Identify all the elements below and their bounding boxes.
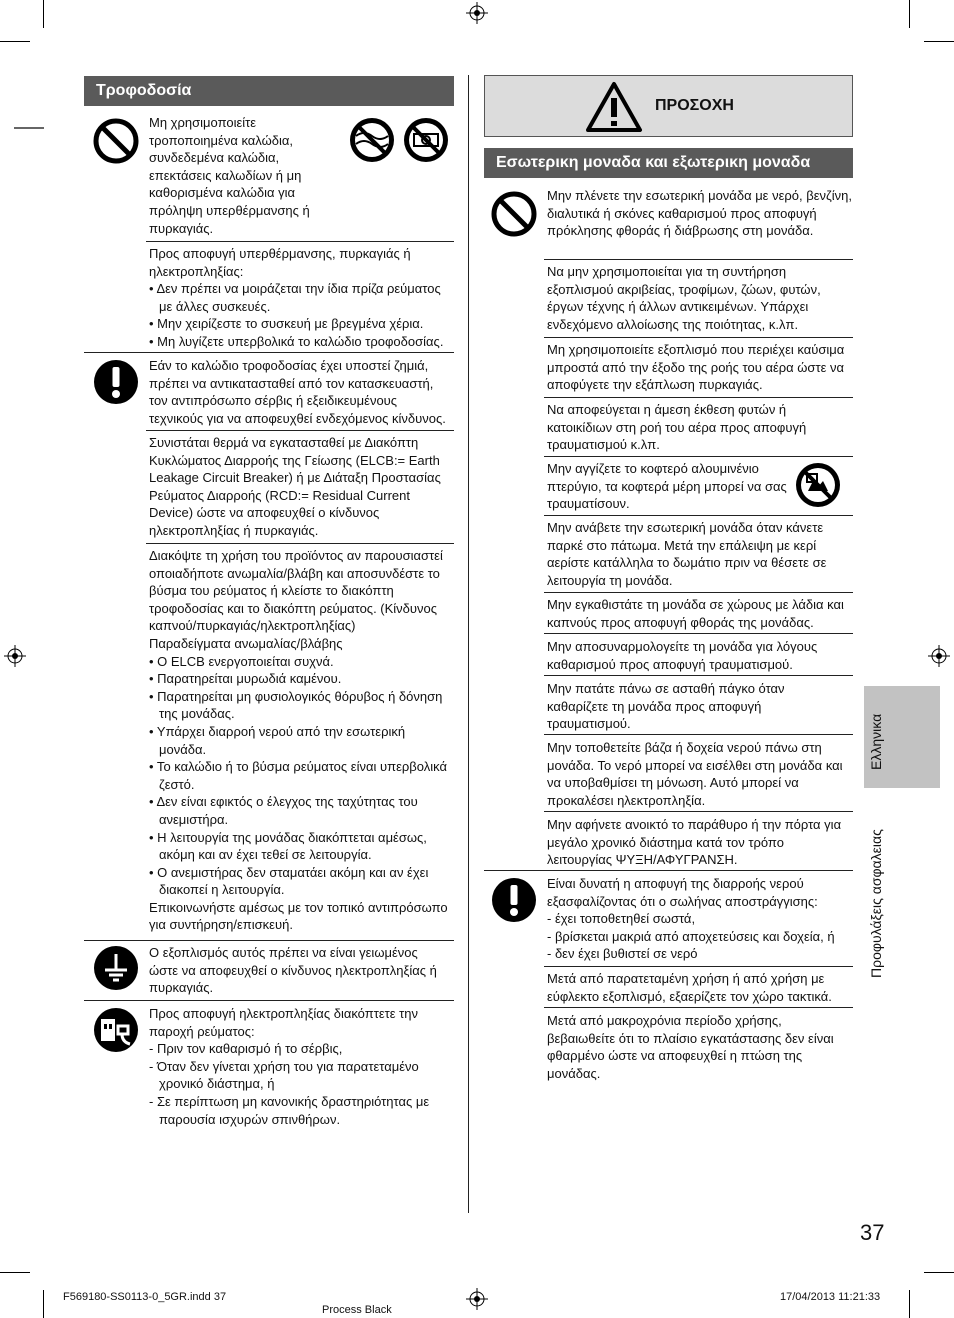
mandatory-icon — [490, 876, 538, 924]
block-abnormality: Διακόψτε τη χρήση του προϊόντος αν παρουσιαστεί οποιαδήποτε ανωμαλία/βλάβη και αποσυνδέστε το βύσμα του ρεύματος ή κλείστε το διακόπτη τροφοδοσίας και το διακόπτη ρεύματος. (Κίνδυνος καπνού/πυρκαγιάς/ηλεκτροπληξίας) Παραδείγματα ανωμαλίας/βλάβης • Ο ELCB ενεργοποιείται συχνά. • Παρατηρείται μυρωδιά καμένου. • Παρατηρείται μη φυσιολογικός θόρυβος ή δόνηση της μονάδας. • Υπάρχει διαρροή νερού από την εσωτερική μονάδα. • Το καλώδιο ή το βύσμα ρεύματος είναι υπερβολικά ζεστό. • Δεν είναι εφικτός ο έλεγχος της ταχύτητας του ανεμιστήρα. • Η λειτουργία της μονάδας διακόπτεται αμέσως, ακόμη και αν έχει τεθεί σε λειτουργία. • Ο ανεμιστήρας δεν σταματάει ακόμη και αν έχει διακοπεί η λειτουργία. Επικοινωνήστε αμέσως με τον τοπικό αντιπρόσωπο για συντήρηση/επισκευή. — [149, 548, 448, 933]
block-ventilate: Μετά από παρατεταμένη χρήση ή από χρήση με εύφλεκτο εξοπλισμό, εξαερίζετε τον χώρο τακτικά. — [547, 971, 832, 1004]
crop-mark — [0, 1272, 30, 1273]
block-unstable-bench: Μην πατάτε πάνω σε ασταθή πάγκο όταν καθαρίζετε τη μονάδα προς αποφυγή τραυματισμού. — [547, 681, 785, 732]
crop-mark — [924, 1272, 954, 1273]
registration-mark-icon — [466, 1288, 488, 1310]
prohibited-icon — [490, 190, 538, 238]
unplug-icon — [92, 1006, 140, 1054]
section-heading-power: Τροφοδοσία — [84, 76, 454, 106]
registration-mark-icon — [928, 645, 950, 667]
registration-mark-icon — [466, 2, 488, 24]
ground-icon — [92, 944, 140, 992]
block-elcb: Συνιστάται θερμά να εγκατασταθεί με Διακόπτη Κυκλώματος Διαρροής της Γείωσης (ELCB:= Earth Leakage Circuit Breaker) ή με Διάταξη Προστασίας Ρεύματος Διαρροής (RCD:= Residual Current Device) ώστε να αποφευχθεί ο κίνδυνος ηλεκτροπληξίας ή πυρκαγιάς. — [149, 435, 441, 538]
crop-mark — [43, 0, 44, 28]
column-divider — [468, 75, 469, 1213]
crop-mark — [909, 0, 910, 28]
mandatory-icon — [92, 358, 140, 406]
block-no-disassemble: Μην αποσυναρμολογείτε τη μονάδα για λόγους καθαρισμού προς αποφυγή τραυματισμού. — [547, 639, 818, 672]
crop-mark — [43, 1290, 44, 1318]
page-number: 37 — [860, 1220, 885, 1245]
section-side-label: Προφυλάξεις ασφαλειας — [868, 829, 884, 978]
footer-file: F569180-SS0113-0_5GR.indd 37 — [63, 1291, 227, 1303]
block-window-open: Μην αφήνετε ανοικτό το παράθυρο ή την πόρτα για μεγάλο χρονικό διάστημα κατά τον τρόπο λειτουργίας ΨΥΞΗ/ΑΦΥΓΡΑΝΣΗ. — [547, 817, 842, 868]
no-extension-cable-icon — [348, 116, 396, 164]
block-disconnect-power: Προς αποφυγή ηλεκτροπληξίας διακόπτετε την παροχή ρεύματος: - Πριν τον καθαρισμό ή το σέρβις, - Όταν δεν γίνεται χρήση του για παρατεταμένο χρονικό διάστημα, ή - Σε περίπτωση μη κανονικής δραστηριότητας με παρουσία ισχυρών σπινθήρων. — [149, 1006, 430, 1127]
no-bundled-cable-icon — [402, 116, 450, 164]
crop-mark — [0, 41, 30, 42]
section-heading-units: Εσωτερικη μοναδα και εξωτερικη μοναδα — [484, 148, 853, 178]
block-combustion: Μη χρησιμοποιείτε εξοπλισμό που περιέχει καύσιμα μπροστά από την έξοδο της ροής του αέρα ώστε να αποφύγετε την εξάπλωση πυρκαγιάς. — [547, 342, 845, 393]
crop-mark — [909, 1290, 910, 1318]
block-precision-use: Να μην χρησιμοποιείται για τη συντήρηση εξοπλισμού ακριβείας, τροφίμων, ζώων, φυτών, έργων τέχνης ή άλλων αντικειμένων. Υπάρχει ενδεχόμενο αλλοίωσης της ποιότητας, κ.λπ. — [547, 264, 821, 332]
block-modified-cables: Μη χρησιμοποιείτε τροποποιημένα καλώδια, συνδεδεμένα καλώδια, επεκτάσεις καλωδίων ή μη καθορισμένα καλώδια για πρόληψη υπερθέρμανσης ή πυρκαγιάς. — [149, 115, 310, 236]
prohibited-icon — [92, 117, 140, 165]
caution-label: ΠΡΟΣΟΧΗ — [655, 97, 734, 114]
margin-mark — [14, 127, 44, 129]
footer-date: 17/04/2013 11:21:33 — [780, 1291, 881, 1303]
block-install-frame: Μετά από μακροχρόνια περίοδο χρήσης, βεβαιωθείτε ότι το πλαίσιο εγκατάστασης δεν είναι φθαρμένο ώστε να αποφευχθεί η πτώση της μονάδας. — [547, 1013, 834, 1081]
language-label: Ελληνικα — [868, 713, 884, 770]
block-grounding: Ο εξοπλισμός αυτός πρέπει να είναι γειωμένος ώστε να αποφευχθεί ο κίνδυνος ηλεκτροπληξίας ή πυρκαγιάς. — [149, 945, 437, 996]
block-overheating: Προς αποφυγή υπερθέρμανσης, πυρκαγιάς ή ηλεκτροπληξίας: • Δεν πρέπει να μοιράζεται την ίδια πρίζα ρεύματος με άλλες συσκευές. • Μην χειρίζεστε το συσκευή με βρεγμένα χέρια. • Μη λυγίζετε υπερβολικά το καλώδιο τροφοδοσίας. — [149, 246, 444, 349]
crop-mark — [924, 41, 954, 42]
caution-box — [484, 75, 853, 137]
block-plants-pets: Να αποφεύγεται η άμεση έκθεση φυτών ή κατοικίδιων στη ροή του αέρα προς αποφυγή τραυματισμού κ.λπ. — [547, 402, 807, 453]
no-touch-fin-icon — [794, 461, 842, 509]
block-floor-wax: Μην ανάβετε την εσωτερική μονάδα όταν κάνετε παρκέ στο πάτωμα. Μετά την επάλειψη με κερί αερίστε κατάλληλα το δωμάτιο πριν να θέσετε σε λειτουργία τη μονάδα. — [547, 520, 827, 588]
block-water-vases: Μην τοποθετείτε βάζα ή δοχεία νερού πάνω στη μονάδα. Το νερό μπορεί να εισέλθει στη μονάδα και να υποβαθμίσει τη μόνωση. Αυτό μπορεί να προκαλέσει ηλεκτροπληξία. — [547, 740, 843, 808]
block-no-washing: Μην πλένετε την εσωτερική μονάδα με νερό, βενζίνη, διαλυτικά ή σκόνες καθαρισμού προς αποφυγή πρόκλησης φθοράς ή διάβρωσης στη μονάδα. — [547, 188, 852, 239]
block-damaged-cord: Εάν το καλώδιο τροφοδοσίας έχει υποστεί ζημιά, πρέπει να αντικατασταθεί από τον κατασκευαστή, τον αντιπρόσωπο σέρβις ή εξειδικευμένους τεχνικούς για να αποφευχθεί ενδεχόμενος κίνδυνος. — [149, 358, 446, 426]
block-sharp-fin: Μην αγγίζετε το κοφτερό αλουμινένιο πτερύγιο, τα κοφτερά μέρη μπορεί να σας τραυματίσουν. — [547, 461, 787, 512]
registration-mark-icon — [4, 645, 26, 667]
footer-color: Process Black — [322, 1304, 392, 1316]
block-oily-places: Μην εγκαθιστάτε τη μονάδα σε χώρους με λάδια και καπνούς προς αποφυγή φθοράς της μονάδας. — [547, 597, 844, 630]
warning-triangle-icon — [585, 81, 643, 133]
block-drain-hose: Είναι δυνατή η αποφυγή της διαρροής νερού εξασφαλίζοντας ότι ο σωλήνας αποστράγγισης: - έχει τοποθετηθεί σωστά, - βρίσκεται μακριά από αποχετεύσεις και δοχεία, ή - δεν έχει βυθιστεί σε νερό — [547, 876, 835, 962]
